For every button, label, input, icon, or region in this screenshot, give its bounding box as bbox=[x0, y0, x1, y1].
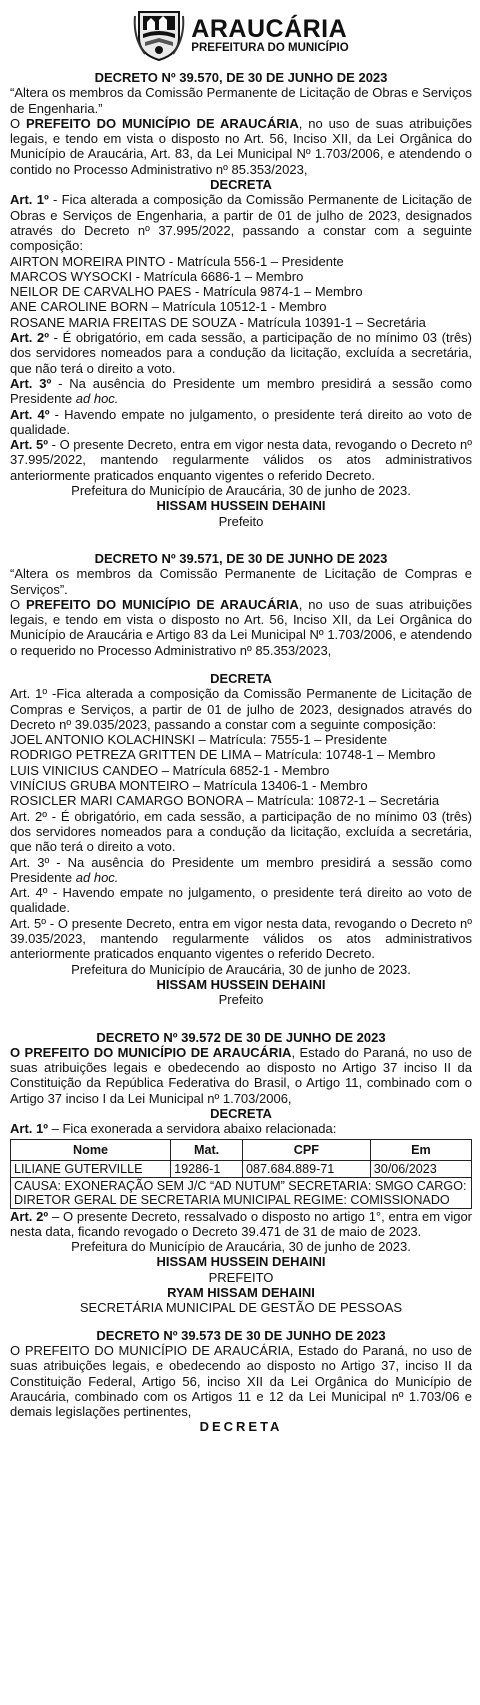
list-item: LUIS VINICIUS CANDEO – Matrícula 6852-1 - Membro bbox=[10, 762, 330, 778]
list-item: ANE CAROLINE BORN – Matrícula 10512-1 - Membro bbox=[10, 299, 327, 315]
preamble-authority: PREFEITO DO MUNICÍPIO DE ARAUCÁRIA bbox=[26, 115, 299, 131]
signer-role: Prefeito bbox=[218, 992, 264, 1008]
article-text: - É obrigatório, em cada sessão, a participação de no mínimo 03 (três) dos servidores nomeados para a condução da licitação, excluída a secretária, que não terá o direito a voto. bbox=[10, 330, 473, 376]
article-1 bbox=[10, 1121, 472, 1136]
article-text: – Fica exonerada a servidora abaixo relacionada: bbox=[47, 1121, 337, 1137]
table-cell: 19286-1 bbox=[171, 1160, 243, 1177]
article-5 bbox=[10, 437, 472, 483]
article-label: Art. 5º bbox=[10, 437, 48, 453]
article-label: Art. 2º bbox=[10, 330, 50, 346]
decree-decreta: DECRETA bbox=[210, 177, 272, 193]
article-2: Art. 2º - É obrigatório, em cada sessão, a participação de no mínimo 03 (três) dos servidores nomeados para a condução da licitação, excluída a secretária, que não terá o direito a voto. bbox=[10, 808, 472, 855]
article-italic: ad hoc. bbox=[75, 869, 119, 885]
masthead bbox=[10, 6, 472, 64]
list-item: MARCOS WYSOCKI - Matrícula 6686-1 – Membro bbox=[10, 268, 304, 284]
preamble-authority: PREFEITO DO MUNICÍPIO DE ARAUCÁRIA bbox=[26, 596, 299, 612]
list-item: VINÍCIUS GRUBA MONTEIRO – Matrícula 13406-1 - Membro bbox=[10, 778, 368, 794]
masthead-brand bbox=[191, 16, 348, 55]
article-label: Art. 3º bbox=[10, 375, 52, 391]
list-item: NEILOR DE CARVALHO PAES - Matrícula 9874-1 – Membro bbox=[10, 284, 363, 300]
masthead-subtitle: PREFEITURA DO MUNICÍPIO bbox=[191, 41, 349, 54]
decree-decreta: DECRETA bbox=[199, 1419, 283, 1435]
decree-title: DECRETO Nº 39.573 DE 30 DE JUNHO DE 2023 bbox=[96, 1327, 386, 1343]
decree-title: DECRETO Nº 39.570, DE 30 DE JUNHO DE 2023 bbox=[94, 70, 388, 85]
decree-title: DECRETO Nº 39.572 DE 30 DE JUNHO DE 2023 bbox=[96, 1029, 386, 1045]
decree-39572 bbox=[10, 1030, 472, 1316]
article-text: - O presente Decreto, entra em vigor nesta data, revogando o Decreto nº 37.995/2022, mantendo regularmente válidos os atos administrativos anteriormente praticados enquanto vigentes o referido Decreto. bbox=[10, 437, 472, 483]
decree-preamble: O PREFEITO DO MUNICÍPIO DE ARAUCÁRIA, Estado do Paraná, no uso de suas atribuições legais, e obedecendo ao disposto no Artigo 37, inciso II da Constituição Federal, Artigo 56, inciso XII da Lei Orgânica do Município de Araucária, combinado com os Artigos 11 e 12 da Lei Municipal nº 1.703/06 e demais legislações pertinentes, bbox=[10, 1342, 472, 1420]
article-label: Art. 1º bbox=[10, 1121, 48, 1137]
table-header-row bbox=[11, 1139, 472, 1160]
preamble-article: O bbox=[10, 115, 26, 131]
column-header: CPF bbox=[243, 1139, 371, 1160]
article-label: Art. 1º bbox=[10, 192, 49, 208]
article-5: Art. 5º - O presente Decreto, entra em vigor nesta data, revogando o Decreto nº 39.035/2023, mantendo regularmente válidos os atos administrativos anteriormente praticados enquanto vigentes o referido Decreto. bbox=[10, 915, 472, 962]
decree-title: DECRETO Nº 39.571, DE 30 DE JUNHO DE 2023 bbox=[94, 550, 388, 566]
decree-preamble bbox=[10, 1045, 472, 1106]
table-row bbox=[11, 1160, 472, 1177]
article-2 bbox=[10, 330, 472, 376]
table-note-row bbox=[11, 1177, 472, 1208]
table-note: CAUSA: EXONERAÇÃO SEM J/C “AD NUTUM” SECRETARIA: SMGO CARGO: DIRETOR GERAL DE SECRETARIA MUNICIPAL REGIME: COMISSIONADO bbox=[11, 1177, 472, 1208]
list-item: ROSANE MARIA FREITAS DE SOUZA - Matrícula 10391-1 – Secretária bbox=[10, 314, 426, 330]
signer-role: PREFEITO bbox=[208, 1269, 274, 1285]
article-text: - Na ausência do Presidente um membro presidirá a sessão como Presidente bbox=[10, 375, 473, 407]
decree-39570 bbox=[10, 70, 472, 529]
article-text: Art. 3º - Na ausência do Presidente um membro presidirá a sessão como Presidente bbox=[10, 854, 472, 885]
preamble-text: , no uso de suas atribuições legais, e tendo em vista o disposto no Art. 56, Inciso XII, da Lei Orgânica do Município de Araucária e Artigo 83 da Lei Municipal Nº 1.703/2006, e atendendo o requerido no Processo Administrativo nº 85.353/2023, bbox=[10, 596, 472, 658]
preamble-authority: O PREFEITO DO MUNICÍPIO DE ARAUCÁRIA bbox=[10, 1044, 292, 1060]
article-text: - Fica alterada a composição da Comissão Permanente de Licitação de Obras e Serviços de Engenharia, a partir de 01 de julho de 2023, designados através do Decreto nº 37.995/2022, passando a constar com a seguinte composição: bbox=[10, 192, 473, 254]
list-item: AIRTON MOREIRA PINTO - Matrícula 556-1 – Presidente bbox=[10, 253, 344, 269]
signer-role: Prefeito bbox=[218, 513, 264, 529]
article-label: Art. 4º bbox=[10, 406, 50, 422]
member-list bbox=[10, 254, 472, 330]
signer-name: HISSAM HUSSEIN DEHAINI bbox=[156, 1254, 326, 1270]
place-date: Prefeitura do Município de Araucária, 30 de junho de 2023. bbox=[71, 1239, 411, 1255]
column-header: Nome bbox=[11, 1139, 171, 1160]
exoneration-table bbox=[10, 1139, 472, 1209]
table-cell: LILIANE GUTERVILLE bbox=[11, 1160, 171, 1177]
article-1: Art. 1º -Fica alterada a composição da Comissão Permanente de Licitação de Compras e Serviços, a partir de 01 de julho de 2023, designados através do Decreto nº 39.035/2023, passando a constar com a seguinte composição: bbox=[10, 686, 472, 732]
decree-preamble bbox=[10, 116, 472, 177]
list-item: RODRIGO PETREZA GRITTEN DE LIMA – Matrícula: 10748-1 – Membro bbox=[10, 747, 436, 763]
decree-decreta: DECRETA bbox=[210, 1106, 272, 1121]
article-4 bbox=[10, 407, 472, 438]
second-signer-role: SECRETÁRIA MUNICIPAL DE GESTÃO DE PESSOAS bbox=[79, 1300, 403, 1316]
article-3 bbox=[10, 376, 472, 407]
article-4: Art. 4º - Havendo empate no julgamento, o presidente terá direito ao voto de qualidade. bbox=[10, 885, 472, 916]
article-3 bbox=[10, 855, 472, 886]
article-1 bbox=[10, 192, 472, 253]
second-signer-name: RYAM HISSAM DEHAINI bbox=[167, 1285, 315, 1301]
member-list bbox=[10, 732, 472, 808]
column-header: Mat. bbox=[171, 1139, 243, 1160]
article-2 bbox=[10, 1209, 472, 1240]
article-text: - Havendo empate no julgamento, o presidente terá direito ao voto de qualidade. bbox=[10, 406, 472, 437]
signer-name: HISSAM HUSSEIN DEHAINI bbox=[156, 976, 326, 992]
decree-ementa: “Altera os membros da Comissão Permanente de Licitação de Compras e Serviços”. bbox=[10, 566, 472, 597]
preamble-article: O bbox=[10, 596, 26, 612]
list-item: ROSICLER MARI CAMARGO BONORA – Matrícula: 10872-1 – Secretária bbox=[10, 793, 440, 809]
table-cell: 30/06/2023 bbox=[370, 1160, 471, 1177]
place-date: Prefeitura do Município de Araucária, 30 de junho de 2023. bbox=[71, 483, 411, 499]
list-item: JOEL ANTONIO KOLACHINSKI – Matrícula: 7555-1 – Presidente bbox=[10, 732, 388, 748]
decree-decreta: DECRETA bbox=[210, 670, 272, 686]
preamble-text: , Estado do Paraná, no uso de suas atribuições legais e obedecendo ao disposto no Artigo 37 inciso II da Constituição da República Federativa do Brasil, o Artigo 11, combinado com o Artigo 37 inciso I da Lei Municipal nº 1.703/2006, bbox=[10, 1044, 472, 1106]
column-header: Em bbox=[370, 1139, 471, 1160]
masthead-city-name: ARAUCÁRIA bbox=[191, 14, 348, 43]
preamble-text: , no uso de suas atribuições legais, e tendo em vista o disposto no Art. 56, Inciso XII, da Lei Orgânica do Município de Araucária, Art. 83, da Lei Municipal Nº 1.703/2006, e atendendo o contido no Processo Administrativo nº 85.353/2023, bbox=[10, 115, 472, 177]
place-date: Prefeitura do Município de Araucária, 30 de junho de 2023. bbox=[71, 961, 411, 977]
decree-39571 bbox=[10, 551, 472, 1008]
article-label: Art. 2º bbox=[10, 1208, 49, 1224]
decree-39573 bbox=[10, 1328, 472, 1435]
decree-preamble bbox=[10, 597, 472, 658]
signer-name: HISSAM HUSSEIN DEHAINI bbox=[156, 498, 326, 514]
table-cell: 087.684.889-71 bbox=[243, 1160, 371, 1177]
decree-ementa: “Altera os membros da Comissão Permanente de Licitação de Obras e Serviços de Engenharia.” bbox=[10, 85, 472, 116]
article-italic: ad hoc. bbox=[75, 391, 119, 407]
municipal-crest-icon bbox=[133, 8, 185, 62]
article-text: – O presente Decreto, ressalvado o disposto no artigo 1°, entra em vigor nesta data, ficando revogado o Decreto 39.471 de 31 de maio de 2023. bbox=[10, 1208, 473, 1239]
